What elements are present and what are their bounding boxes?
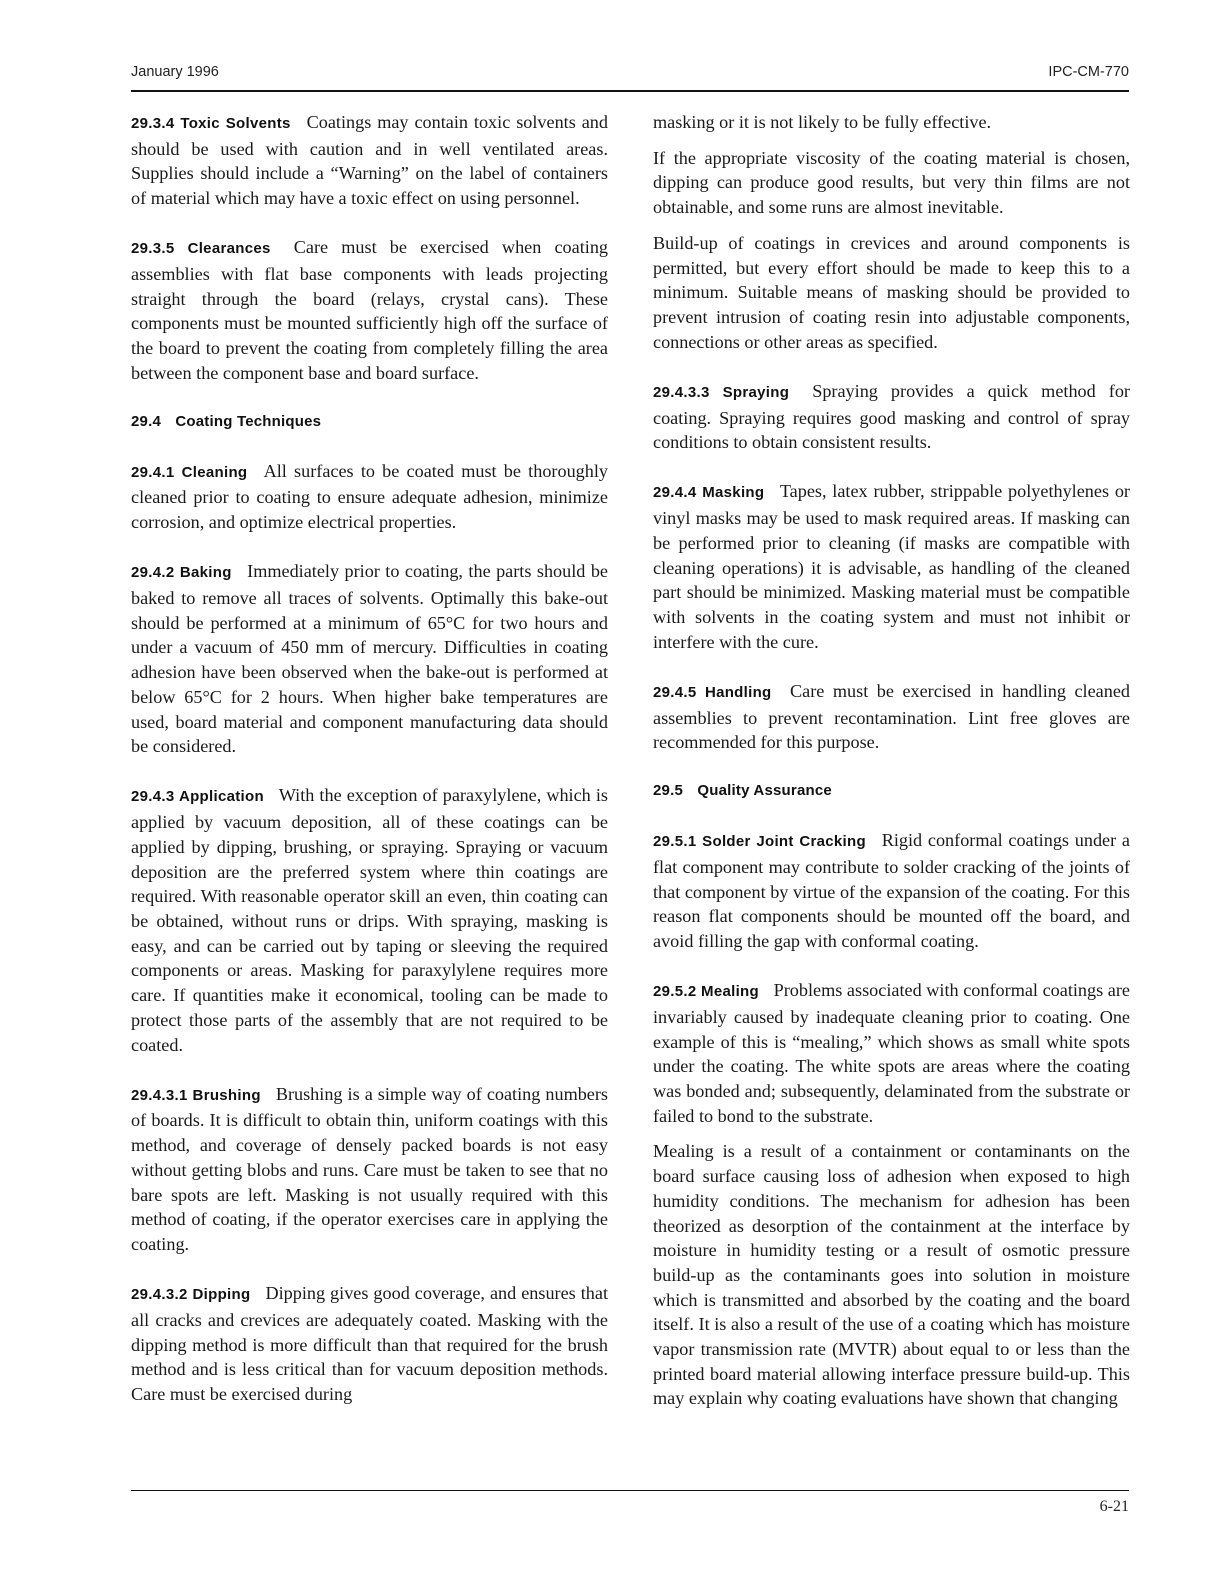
section-heading: 29.4.3.2 Dipping (131, 1286, 251, 1304)
page-number: 6-21 (1099, 1498, 1129, 1515)
section-29-4-5 (653, 679, 1130, 755)
section-29-4-4 (653, 479, 1130, 654)
page-header (131, 64, 1129, 90)
section-heading: 29.4.3.3 Spraying (653, 383, 790, 401)
section-text: With the exception of paraxylylene, which is applied by vacuum deposition, all of these coatings can be applied by dipping, brushing, or spraying. Spraying or vacuum deposition are the preferred system where thin coatings are required. With reasonable operator skill an even, thin coating can be obtained, without runs or drips. With spraying, masking is easy, and can be carried out by taping or sleeving the required components or areas. Masking for paraxylylene requires more care. If quantities make it economical, tooling can be made to protect those parts of the assembly that are not required to be coated. (131, 785, 608, 1055)
section-heading: 29.4.5 Handling (653, 683, 772, 701)
section-heading: 29.4.1 Cleaning (131, 463, 248, 481)
section-29-4-2 (131, 559, 608, 759)
section-29-4-3-2 (131, 1281, 608, 1407)
section-text: Dipping gives good coverage, and ensures that all cracks and crevices are adequately coated. Masking with the dipping method is more difficult than that required for the brush method and is less critical than for vacuum deposition methods. Care must be exercised during (131, 1283, 609, 1404)
section-heading: 29.5.1 Solder Joint Cracking (653, 833, 866, 851)
section-heading: 29.5.2 Mealing (653, 983, 759, 1001)
section-text: All surfaces to be coated must be thoroughly cleaned prior to coating to ensure adequate adhesion, minimize corrosion, and optimize electrical properties. (131, 460, 609, 533)
section-number: 29.5 (653, 782, 683, 800)
section-29-4-heading (131, 410, 608, 435)
section-text: Problems associated with conformal coatings are invariably caused by inadequate cleaning prior to coating. One example of this is “mealing,” which shows as small white spots under the coating. The white spots are areas where the coating was bonded and; subsequently, delaminated from the substrate or failed to bond to the substrate. (653, 980, 1131, 1126)
section-text: Immediately prior to coating, the parts should be baked to remove all traces of solvents. Optimally this bake-out should be performed at a minimum of 65°C for two hours and under a vacuum of 450 mm of mercury. Difficulties in coating adhesion have been observed when the bake-out is performed at below 65°C for 2 hours. When higher bake temperatures are used, board material and component manufacturing data should be considered. (131, 561, 609, 757)
section-title: Coating Techniques (175, 413, 322, 431)
section-29-4-3-1 (131, 1082, 608, 1257)
section-29-3-5 (131, 235, 608, 385)
section-text: Rigid conformal coatings under a flat component may contribute to solder cracking of the joints of that component by virtue of the expansion of the coating. For this reason flat components should be mounted off the board, and avoid filling the gap with conformal coating. (653, 830, 1130, 951)
section-text: Care must be exercised in handling cleaned assemblies to prevent recontamination. Lint free gloves are recommended for this purpose. (653, 680, 1130, 753)
section-29-4-3 (131, 783, 608, 1057)
footer-rule (131, 1490, 1129, 1491)
section-heading: 29.4.4 Masking (653, 484, 765, 502)
section-text: Brushing is a simple way of coating numbers of boards. It is difficult to obtain thin, uniform coatings with this method, and coverage of densely packed boards is not easy without getting blobs and runs. Care must be taken to see that no bare spots are left. Masking is not usually required with this method of coating, if the operator exercises care in applying the coating. (131, 1083, 609, 1254)
section-29-5-2 (653, 978, 1130, 1128)
continued-paragraph: masking or it is not likely to be fully effective. (653, 112, 992, 132)
section-text: Coatings may contain toxic solvents and should be used with caution and in well ventilated areas. Supplies should include a “Warning” on the label of containers of material which may have a toxic effect on using personnel. (131, 112, 608, 209)
section-number: 29.4 (131, 413, 161, 431)
section-heading: 29.4.3.1 Brushing (131, 1086, 261, 1104)
section-29-5-1 (653, 828, 1130, 954)
section-heading: 29.4.3 Application (131, 788, 264, 806)
section-text: Spraying provides a quick method for coating. Spraying requires good masking and control of spray conditions to obtain consistent results. (653, 380, 1130, 453)
left-column (131, 110, 608, 1431)
build-up-paragraph: Build-up of coatings in crevices and around components is permitted, but every effort should be made to keep this to a minimum. Suitable means of masking should be provided to prevent intrusion of coating resin into adjustable components, connections or other areas as specified. (653, 232, 1130, 352)
dipping-viscosity-paragraph: If the appropriate viscosity of the coating material is chosen, dipping can produce good results, but very thin films are not obtainable, and some runs are almost inevitable. (653, 147, 1130, 218)
section-29-5-heading (653, 779, 1130, 804)
section-29-4-3-3 (653, 379, 1130, 455)
section-heading: 29.3.4 Toxic Solvents (131, 115, 291, 132)
right-column (653, 110, 1130, 1436)
section-heading: 29.3.5 Clearances (131, 240, 271, 258)
section-29-4-1 (131, 459, 608, 535)
section-text: Care must be exercised when coating assemblies with flat base components with leads projecting straight through the board (relays, crystal cans). These components must be mounted sufficiently high off the surface of the board to prevent the coating from completely filling the area between the component base and board surface. (131, 237, 609, 383)
header-date: January 1996 (131, 64, 219, 80)
section-text: Tapes, latex rubber, strippable polyethylenes or vinyl masks may be used to mask required areas. If masking can be performed prior to cleaning (if masks are compatible with cleaning operations) it is advisable, as handling of the cleaned part should be minimized. Masking material must be compatible with solvents in the coating system and must not inhibit or interfere with the cure. (653, 481, 1130, 652)
mealing-mechanism-paragraph: Mealing is a result of a containment or contaminants on the board surface causing loss of adhesion when exposed to high humidity conditions. The mechanism for adhesion has been theorized as desorption of the containment at the interface by moisture in humidity testing or a result of osmotic pressure build-up as the contaminants goes into solution in moisture which is transmitted and absorbed by the coating and the board itself. It is also a result of the use of a coating which has moisture vapor transmission rate (MVTR) about equal to or less than the printed board material allowing interface pressure build-up. This may explain why coating evaluations have shown that changing (653, 1141, 1130, 1409)
header-rule (131, 90, 1129, 92)
section-heading: 29.4.2 Baking (131, 564, 232, 582)
header-document-id: IPC-CM-770 (1048, 64, 1129, 80)
section-title: Quality Assurance (697, 782, 832, 800)
section-29-3-4 (131, 110, 608, 211)
